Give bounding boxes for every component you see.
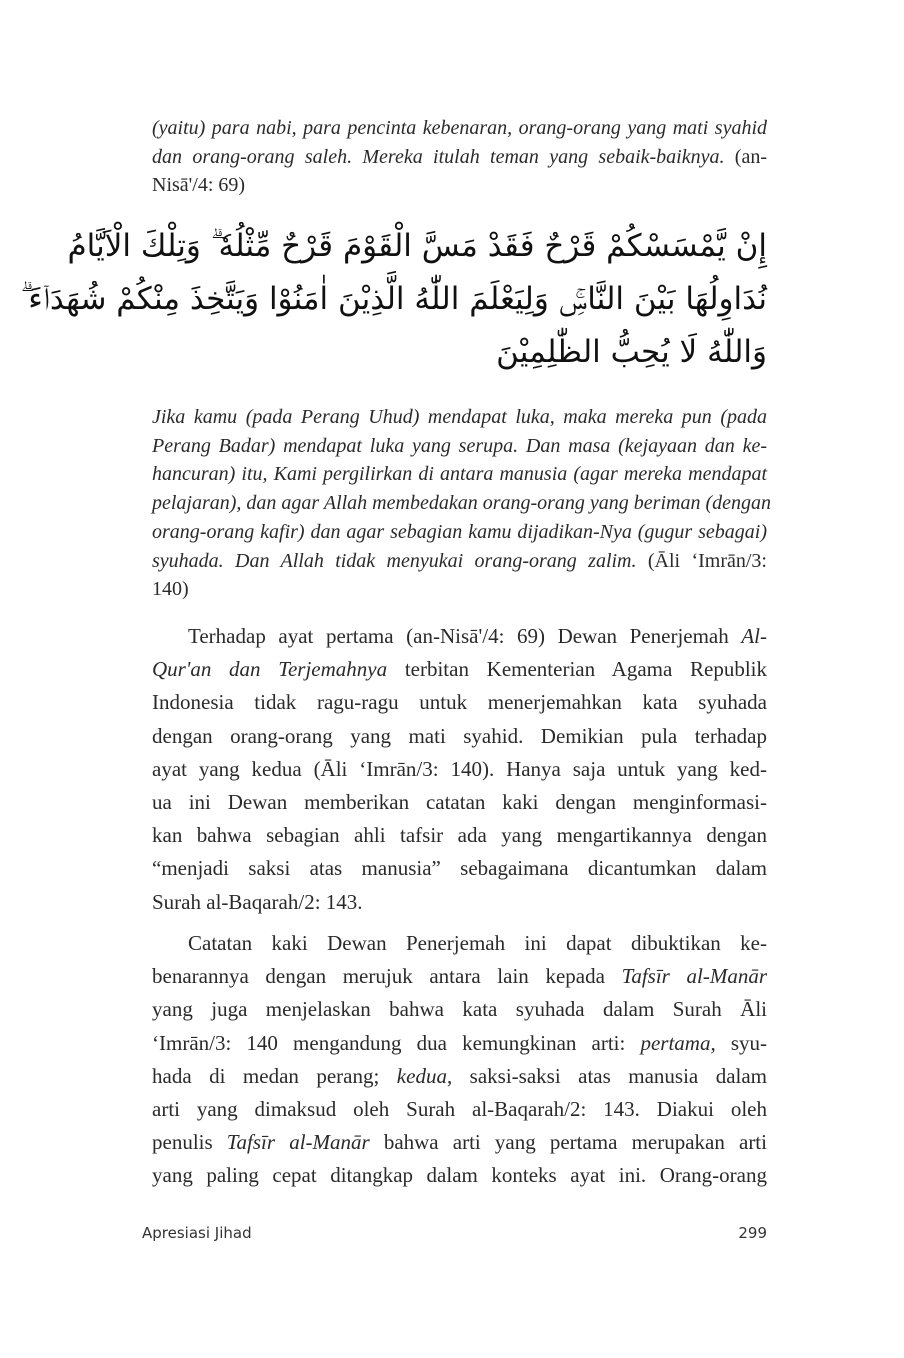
text-line: [152, 686, 767, 719]
text-line: [152, 114, 767, 143]
arabic-line: وَاللّٰهُ لَا يُحِبُّ الظّٰلِمِيْنَ: [496, 334, 767, 370]
italic-text: Tafsīr al-Manār: [226, 1130, 370, 1155]
text: arti yang dimaksud oleh Surah al-Baqarah/2: 143. Diakui oleh: [152, 1097, 767, 1122]
running-title: Apresiasi Jihad: [142, 1224, 252, 1242]
italic-text: pelajaran), dan agar Allah membedakan orang-orang yang beriman (dengan: [152, 492, 772, 515]
text-line: [152, 852, 767, 885]
text: yang paling cepat ditangkap dalam konteks ayat ini. Orang-orang: [152, 1163, 767, 1188]
italic-text: Al-: [741, 624, 767, 648]
text: yang juga menjelaskan bahwa kata syuhada dalam Surah Āli: [152, 997, 767, 1022]
text: terbitan Kementerian Agama Republik: [387, 657, 767, 682]
text-line: [152, 460, 767, 489]
text-line: [152, 489, 772, 518]
text-line: [152, 886, 767, 919]
text-line: [152, 171, 767, 200]
italic-text: Qur'an dan Terjemahnya: [152, 657, 388, 682]
text-line: [152, 403, 767, 432]
text-line: [152, 753, 767, 786]
text-line: [152, 1159, 767, 1192]
italic-text: syuhada. Dan Allah tidak menyukai orang-orang zalim.: [152, 549, 637, 572]
text: kan bahwa sebagian ahli tafsir ada yang mengartikannya dengan: [152, 823, 767, 848]
text-line: [152, 518, 767, 547]
text-line: [152, 653, 767, 686]
italic-text: kedua: [396, 1063, 447, 1088]
body-paragraph: [152, 620, 767, 919]
text: (Āli ‘Imrān/3:: [636, 549, 767, 572]
text-line: [152, 927, 767, 960]
text-line: [152, 786, 767, 819]
text: Surah al-Baqarah/2: 143.: [152, 889, 363, 914]
arabic-line: إِنْ يَّمْسَسْكُمْ قَرْحٌ فَقَدْ مَسَّ الْقَوْمَ قَرْحٌ مِّثْلُهٗ ۗ وَتِلْكَ الْاَيَّامُ: [67, 228, 767, 264]
text: (an-: [724, 145, 767, 168]
italic-text: orang-orang kafir) dan agar sebagian kamu dijadikan-Nya (gugur sebagai): [152, 520, 767, 543]
verse-translation-nisa: [152, 114, 767, 200]
text-line: [152, 819, 767, 852]
text-line: [152, 720, 767, 753]
italic-text: dan orang-orang saleh. Mereka itulah teman yang sebaik-baiknya.: [152, 145, 725, 168]
text: ayat yang kedua (Āli ‘Imrān/3: 140). Hanya saja untuk yang ked-: [152, 756, 767, 781]
text-line: [152, 143, 767, 172]
page-number: 299: [738, 1224, 767, 1242]
text-line: [152, 575, 767, 604]
text: bahwa arti yang pertama merupakan arti: [369, 1130, 767, 1155]
text-line: [152, 1093, 767, 1126]
text: 140): [152, 578, 189, 601]
text-line: [152, 1126, 767, 1159]
text: “menjadi saksi atas manusia” sebagaimana dicantumkan dalam: [152, 856, 767, 881]
text-line: [152, 993, 767, 1026]
italic-text: Jika kamu (pada Perang Uhud) mendapat luka, maka mereka pun (pada: [152, 406, 767, 428]
text: Indonesia tidak ragu-ragu untuk menerjemahkan kata syuhada: [152, 690, 767, 715]
italic-text: pertama,: [640, 1030, 716, 1055]
text: hada di medan perang;: [152, 1063, 397, 1088]
text: Terhadap ayat pertama (an-Nisā'/4: 69) Dewan Penerjemah: [188, 624, 742, 648]
text-line: [152, 547, 767, 576]
text: Nisā'/4: 69): [152, 174, 246, 197]
body-paragraph: [152, 927, 767, 1193]
text: benarannya dengan merujuk antara lain kepada: [152, 964, 622, 989]
text: penulis: [152, 1130, 227, 1155]
text-line: [152, 432, 767, 461]
text-line: [152, 1027, 767, 1060]
text: Catatan kaki Dewan Penerjemah ini dapat dibuktikan ke-: [188, 931, 767, 955]
italic-text: Perang Badar) mendapat luka yang serupa. Dan masa (kejayaan dan ke-: [152, 434, 767, 457]
text: ua ini Dewan memberikan catatan kaki dengan menginformasi-: [152, 790, 767, 815]
text: dengan orang-orang yang mati syahid. Demikian pula terhadap: [152, 723, 767, 748]
text-line: [152, 1060, 767, 1093]
verse-translation-ali-imran: [152, 403, 772, 604]
italic-text: (yaitu) para nabi, para pencinta kebenaran, orang-orang yang mati syahid: [152, 117, 767, 139]
italic-text: hancuran) itu, Kami pergilirkan di antara manusia (agar mereka mendapat: [152, 463, 767, 486]
text: , saksi-saksi atas manusia dalam: [446, 1063, 768, 1088]
text-line: [152, 960, 767, 993]
text: ‘Imrān/3: 140 mengandung dua kemungkinan arti:: [152, 1030, 641, 1055]
text-line: [152, 620, 767, 653]
page-footer: [142, 1224, 767, 1242]
italic-text: Tafsīr al-Manār: [621, 964, 767, 989]
arabic-line: نُدَاوِلُهَا بَيْنَ النَّاسِۚ وَلِيَعْلَمَ اللّٰهُ الَّذِيْنَ اٰمَنُوْا وَيَتَّخِذَ مِنْكُمْ شُهَدَاۤءَ ۗ: [20, 281, 767, 317]
text: syu-: [715, 1030, 767, 1055]
arabic-verse-ali-imran: [20, 220, 767, 379]
